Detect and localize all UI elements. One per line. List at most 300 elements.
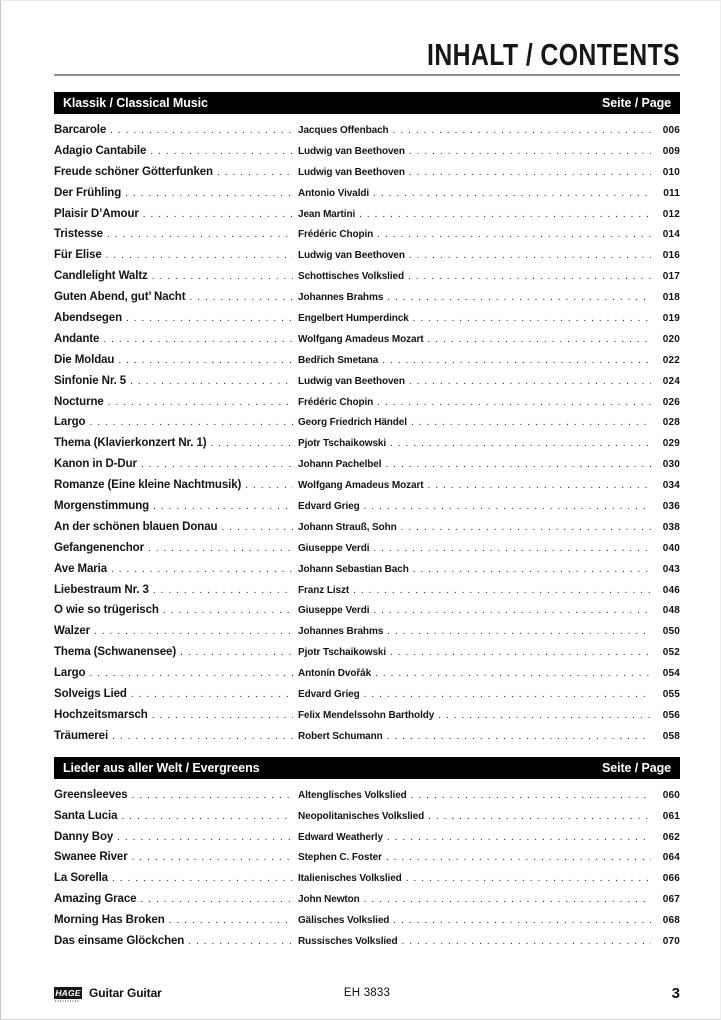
section-header-bar — [54, 757, 680, 779]
section-header-bar — [54, 92, 680, 114]
dot-leader — [141, 455, 293, 476]
entry-title: O wie so trügerisch — [54, 604, 159, 617]
dot-leader — [180, 643, 293, 664]
dot-leader — [427, 476, 651, 497]
entry-composer: Italienisches Volkslied — [298, 873, 402, 885]
entry-title-cell — [54, 684, 298, 706]
toc-row — [54, 726, 680, 747]
entry-title: Danny Boy — [54, 830, 114, 843]
entry-title: Freude schöner Götterfunken — [54, 165, 213, 178]
entry-composer: Georg Friedrich Händel — [298, 417, 407, 429]
dot-leader — [364, 685, 651, 706]
dot-leader — [152, 706, 293, 727]
entry-title: Die Moldau — [54, 353, 115, 366]
entry-title: Adagio Cantabile — [54, 144, 147, 157]
toc-row — [54, 204, 680, 225]
toc-row — [54, 931, 680, 952]
entry-composer: Jean Martini — [298, 208, 356, 220]
entry-page-number: 006 — [662, 125, 680, 136]
dot-leader — [427, 330, 651, 351]
toc-row — [54, 889, 680, 910]
hage-logo: HAGE — [55, 988, 81, 998]
toc-row — [54, 496, 680, 517]
entry-page-number: 012 — [662, 208, 680, 220]
entry-page-number: 070 — [662, 935, 680, 947]
entry-title-cell — [54, 266, 298, 288]
entry-composer-cell — [298, 497, 656, 518]
entry-page-number: 010 — [662, 166, 680, 178]
toc-row — [54, 580, 680, 601]
dot-leader — [382, 351, 651, 372]
entry-title: Plaisir D’Amour — [54, 207, 139, 220]
entry-composer: Ludwig van Beethoven — [298, 375, 405, 387]
dot-leader — [118, 351, 293, 372]
entry-title-cell — [54, 308, 298, 330]
entry-page-number: 061 — [662, 810, 680, 822]
entry-composer-cell — [298, 434, 656, 455]
toc-row — [54, 705, 680, 726]
toc-section — [54, 757, 680, 962]
dot-leader — [121, 807, 293, 828]
toc-row — [54, 433, 680, 454]
entry-title-cell — [54, 392, 298, 414]
toc-row — [54, 663, 680, 684]
entry-composer: Johann Strauß, Sohn — [298, 521, 397, 533]
dot-leader — [409, 142, 651, 163]
entry-page-number: 046 — [662, 584, 680, 596]
dot-leader — [163, 601, 293, 622]
dot-leader — [409, 163, 651, 184]
entry-page-number: 067 — [662, 894, 680, 906]
dot-leader — [387, 727, 651, 748]
entry-composer: Giuseppe Verdi — [298, 605, 370, 617]
section-page-label: Seite / Page — [602, 760, 671, 775]
entry-title: Andante — [54, 332, 100, 345]
dot-leader — [353, 581, 651, 602]
dot-leader — [112, 727, 293, 748]
entry-composer-cell — [298, 807, 656, 828]
entry-page-number: 055 — [662, 689, 680, 701]
entry-composer-cell — [298, 330, 656, 351]
dot-leader — [402, 932, 651, 953]
entry-composer-cell — [298, 476, 656, 497]
entry-page-number: 068 — [662, 915, 680, 927]
footer — [54, 983, 680, 1003]
entry-title: Liebestraum Nr. 3 — [54, 583, 149, 596]
entry-title: Hochzeitsmarsch — [54, 708, 148, 721]
dot-leader — [89, 664, 293, 685]
entry-page-number: 048 — [662, 605, 680, 617]
toc-row — [54, 910, 680, 931]
entry-composer-cell — [298, 539, 656, 560]
publisher-brand — [54, 986, 162, 1000]
dot-leader — [393, 121, 651, 142]
entry-title-cell — [54, 162, 298, 184]
toc-row — [54, 350, 680, 371]
entry-title-cell — [54, 621, 298, 643]
entry-composer-cell — [298, 288, 656, 309]
dot-leader — [131, 685, 293, 706]
dot-leader — [132, 786, 293, 807]
dot-leader — [108, 393, 293, 414]
entry-title-cell — [54, 350, 298, 372]
entry-composer-cell — [298, 664, 656, 685]
toc-row — [54, 224, 680, 245]
entry-composer: Johann Sebastian Bach — [298, 563, 409, 575]
entry-composer: Russisches Volkslied — [298, 935, 398, 947]
entry-title: Der Frühling — [54, 186, 122, 199]
dot-leader — [140, 890, 293, 911]
dot-leader — [377, 393, 651, 414]
entry-composer: Altenglisches Volkslied — [298, 789, 407, 801]
entry-title-cell — [54, 889, 298, 911]
dot-leader — [125, 184, 293, 205]
entry-title-cell — [54, 141, 298, 163]
dot-leader — [387, 828, 651, 849]
entry-page-number: 030 — [662, 459, 680, 471]
entry-composer: Neopolitanisches Volkslied — [298, 810, 425, 822]
entry-title: Kanon in D-Dur — [54, 458, 137, 471]
entry-title: Santa Lucia — [54, 809, 118, 822]
entry-composer: Ludwig van Beethoven — [298, 145, 405, 157]
entry-title-cell — [54, 931, 298, 953]
dot-leader — [387, 288, 651, 309]
toc-row — [54, 141, 680, 162]
dot-leader — [130, 372, 293, 393]
entry-composer-cell — [298, 581, 656, 602]
toc-row — [54, 827, 680, 848]
entry-page-number: 066 — [662, 873, 680, 885]
entry-title-cell — [54, 517, 298, 539]
entry-title-cell — [54, 785, 298, 807]
toc-row — [54, 392, 680, 413]
dot-leader — [112, 869, 293, 890]
entry-title-cell — [54, 538, 298, 560]
toc-row — [54, 266, 680, 287]
entry-composer-cell — [298, 890, 656, 911]
dot-leader — [126, 309, 293, 330]
toc-row — [54, 600, 680, 621]
entry-title: Sinfonie Nr. 5 — [54, 374, 127, 387]
entry-composer-cell — [298, 455, 656, 476]
entry-page-number: 026 — [662, 396, 680, 408]
brand-name: Guitar Guitar — [89, 986, 162, 1000]
dot-leader — [413, 560, 651, 581]
dot-leader — [390, 434, 651, 455]
entry-composer: Stephen C. Foster — [298, 852, 382, 864]
entry-title: Candlelight Waltz — [54, 270, 148, 283]
dot-leader — [409, 372, 651, 393]
entry-title: Guten Abend, gut’ Nacht — [54, 291, 186, 304]
dot-leader — [409, 246, 651, 267]
entry-title: Tristesse — [54, 228, 103, 241]
dot-leader — [386, 848, 651, 869]
entry-composer-cell — [298, 601, 656, 622]
toc-row — [54, 412, 680, 433]
entry-list — [54, 779, 680, 962]
entry-composer: Gälisches Volkslied — [298, 915, 390, 927]
entry-title-cell — [54, 580, 298, 602]
toc-row — [54, 621, 680, 642]
entry-composer-cell — [298, 685, 656, 706]
entry-title: La Sorella — [54, 872, 108, 885]
toc-row — [54, 183, 680, 204]
toc-row — [54, 785, 680, 806]
entry-composer-cell — [298, 163, 656, 184]
entry-title-cell — [54, 559, 298, 581]
toc-row — [54, 308, 680, 329]
entry-title-cell — [54, 329, 298, 351]
entry-composer-cell — [298, 560, 656, 581]
toc-row — [54, 684, 680, 705]
entry-title: Morning Has Broken — [54, 914, 165, 927]
entry-composer: John Newton — [298, 894, 360, 906]
entry-title: Largo — [54, 667, 86, 680]
dot-leader — [390, 643, 651, 664]
entry-composer-cell — [298, 413, 656, 434]
toc-row — [54, 475, 680, 496]
entry-page-number: 050 — [662, 626, 680, 638]
entry-title: Thema (Schwanensee) — [54, 646, 177, 659]
entry-page-number: 036 — [662, 501, 680, 513]
dot-leader — [153, 497, 293, 518]
dot-leader — [152, 267, 293, 288]
page-number: 3 — [671, 984, 680, 1002]
entry-composer-cell — [298, 786, 656, 807]
dot-leader — [375, 664, 651, 685]
entry-composer: Edvard Grieg — [298, 501, 360, 513]
entry-page-number: 034 — [662, 480, 680, 492]
entry-composer: Jacques Offenbach — [298, 125, 389, 136]
entry-composer: Johann Pachelbel — [298, 459, 382, 471]
entry-composer-cell — [298, 911, 656, 932]
dot-leader — [211, 434, 293, 455]
entry-page-number: 060 — [662, 789, 680, 801]
entry-composer: Pjotr Tschaikowski — [298, 438, 387, 450]
entry-title-cell — [54, 868, 298, 890]
entry-title: Walzer — [54, 625, 91, 638]
dot-leader — [148, 539, 293, 560]
entry-composer: Edward Weatherly — [298, 831, 383, 843]
dot-leader — [385, 455, 651, 476]
entry-composer: Wolfgang Amadeus Mozart — [298, 333, 424, 345]
entry-composer-cell — [298, 142, 656, 163]
entry-title: Das einsame Glöckchen — [54, 934, 185, 947]
entry-composer: Bedřich Smetana — [298, 354, 379, 366]
dot-leader — [373, 601, 651, 622]
entry-composer-cell — [298, 184, 656, 205]
dot-leader — [189, 288, 293, 309]
entry-composer-cell — [298, 121, 656, 142]
sections-host — [54, 92, 680, 962]
entry-page-number: 017 — [662, 271, 680, 283]
dot-leader — [408, 267, 651, 288]
entry-page-number: 018 — [662, 292, 680, 304]
entry-page-number: 009 — [662, 145, 680, 157]
section-title: Klassik / Classical Music — [63, 96, 208, 110]
dot-leader — [117, 828, 293, 849]
entry-title-cell — [54, 433, 298, 455]
entry-composer-cell — [298, 267, 656, 288]
section-page-label: Seite / Page — [602, 96, 671, 110]
entry-page-number: 062 — [662, 831, 680, 843]
entry-title: Abendsegen — [54, 312, 123, 325]
entry-title-cell — [54, 204, 298, 226]
dot-leader — [373, 539, 651, 560]
toc-row — [54, 806, 680, 827]
dot-leader — [373, 184, 651, 205]
dot-leader — [153, 581, 293, 602]
entry-title-cell — [54, 496, 298, 518]
toc-row — [54, 517, 680, 538]
dot-leader — [217, 163, 293, 184]
toc-row — [54, 847, 680, 868]
toc-row — [54, 245, 680, 266]
dot-leader — [143, 205, 293, 226]
entry-page-number: 024 — [662, 375, 680, 387]
entry-page-number: 064 — [662, 852, 680, 864]
entry-title: Romanze (Eine kleine Nachtmusik) — [54, 479, 242, 492]
entry-page-number: 054 — [662, 668, 680, 680]
entry-page-number: 056 — [662, 709, 680, 721]
entry-page-number: 016 — [662, 250, 680, 262]
catalog-number: EH 3833 — [343, 987, 391, 999]
entry-composer-cell — [298, 372, 656, 393]
entry-composer-cell — [298, 848, 656, 869]
dot-leader — [438, 706, 651, 727]
entry-title: Morgenstimmung — [54, 500, 150, 513]
entry-page-number: 043 — [662, 563, 680, 575]
dot-leader — [150, 142, 293, 163]
toc-row — [54, 454, 680, 475]
dot-leader — [89, 413, 293, 434]
entry-composer: Antonio Vivaldi — [298, 187, 370, 199]
dot-leader — [107, 225, 293, 246]
entry-composer: Antonín Dvořák — [298, 668, 372, 680]
entry-page-number: 038 — [662, 521, 680, 533]
entry-page-number: 058 — [662, 730, 680, 742]
toc-row — [54, 329, 680, 350]
entry-title-cell — [54, 475, 298, 497]
entry-composer: Frédéric Chopin — [298, 396, 374, 408]
section-title: Lieder aus aller Welt / Evergreens — [63, 760, 260, 775]
entry-composer: Schottisches Volkslied — [298, 271, 404, 283]
entry-title-cell — [54, 847, 298, 869]
entry-composer: Ludwig van Beethoven — [298, 166, 405, 178]
toc-row — [54, 642, 680, 663]
dot-leader — [94, 622, 293, 643]
toc-row — [54, 538, 680, 559]
dot-leader — [413, 309, 651, 330]
entry-page-number: 019 — [662, 313, 680, 325]
dot-leader — [387, 622, 651, 643]
entry-title: Swanee River — [54, 851, 128, 864]
dot-leader — [110, 121, 293, 142]
entry-composer-cell — [298, 643, 656, 664]
entry-title: Ave Maria — [54, 562, 108, 575]
entry-composer-cell — [298, 205, 656, 226]
entry-title: Thema (Klavierkonzert Nr. 1) — [54, 437, 207, 450]
entry-composer-cell — [298, 225, 656, 246]
dot-leader — [411, 413, 651, 434]
entry-title: Für Elise — [54, 249, 102, 262]
toc-row — [54, 868, 680, 889]
entry-title-cell — [54, 827, 298, 849]
entry-title: Nocturne — [54, 395, 104, 408]
dot-leader — [377, 225, 651, 246]
entry-title-cell — [54, 287, 298, 309]
dot-leader — [364, 497, 651, 518]
entry-composer-cell — [298, 622, 656, 643]
entry-composer-cell — [298, 393, 656, 414]
entry-title: Solveigs Lied — [54, 688, 127, 701]
toc-row — [54, 120, 680, 141]
toc-section — [54, 92, 680, 757]
entry-title: Gefangenenchor — [54, 541, 144, 554]
entry-composer-cell — [298, 828, 656, 849]
entry-title: Amazing Grace — [54, 893, 137, 906]
dot-leader — [111, 560, 293, 581]
entry-title-cell — [54, 224, 298, 246]
entry-composer: Johannes Brahms — [298, 626, 384, 638]
dot-leader — [188, 932, 293, 953]
entry-title-cell — [54, 705, 298, 727]
dot-leader — [169, 911, 293, 932]
entry-title-cell — [54, 806, 298, 828]
dot-leader — [221, 518, 293, 539]
entry-title-cell — [54, 120, 298, 142]
entry-composer: Wolfgang Amadeus Mozart — [298, 480, 424, 492]
dot-leader — [359, 205, 651, 226]
dot-leader — [132, 848, 293, 869]
entry-title-cell — [54, 600, 298, 622]
page-content — [54, 37, 680, 962]
entry-title: Barcarole — [54, 124, 107, 136]
entry-title-cell — [54, 910, 298, 932]
entry-title: An der schönen blauen Donau — [54, 520, 218, 533]
entry-composer: Felix Mendelssohn Bartholdy — [298, 709, 435, 721]
entry-composer-cell — [298, 727, 656, 748]
entry-composer: Ludwig van Beethoven — [298, 250, 405, 262]
entry-title-cell — [54, 245, 298, 267]
toc-row — [54, 162, 680, 183]
title-rule — [54, 74, 680, 76]
dot-leader — [401, 518, 651, 539]
entry-composer: Frédéric Chopin — [298, 229, 374, 241]
dot-leader — [245, 476, 293, 497]
entry-title: Träumerei — [54, 729, 109, 742]
toc-row — [54, 559, 680, 580]
entry-title-cell — [54, 642, 298, 664]
entry-composer-cell — [298, 932, 656, 953]
toc-row — [54, 287, 680, 308]
entry-composer: Pjotr Tschaikowski — [298, 647, 387, 659]
entry-title-cell — [54, 412, 298, 434]
entry-composer: Robert Schumann — [298, 730, 383, 742]
entry-composer-cell — [298, 309, 656, 330]
entry-page-number: 029 — [662, 438, 680, 450]
entry-composer: Engelbert Humperdinck — [298, 313, 409, 325]
entry-composer: Franz Liszt — [298, 584, 350, 596]
entry-composer: Johannes Brahms — [298, 292, 384, 304]
entry-title: Largo — [54, 416, 86, 429]
entry-composer: Giuseppe Verdi — [298, 542, 370, 554]
dot-leader — [364, 890, 651, 911]
entry-title-cell — [54, 371, 298, 393]
dot-leader — [393, 911, 651, 932]
dot-leader — [106, 246, 293, 267]
entry-title-cell — [54, 183, 298, 205]
